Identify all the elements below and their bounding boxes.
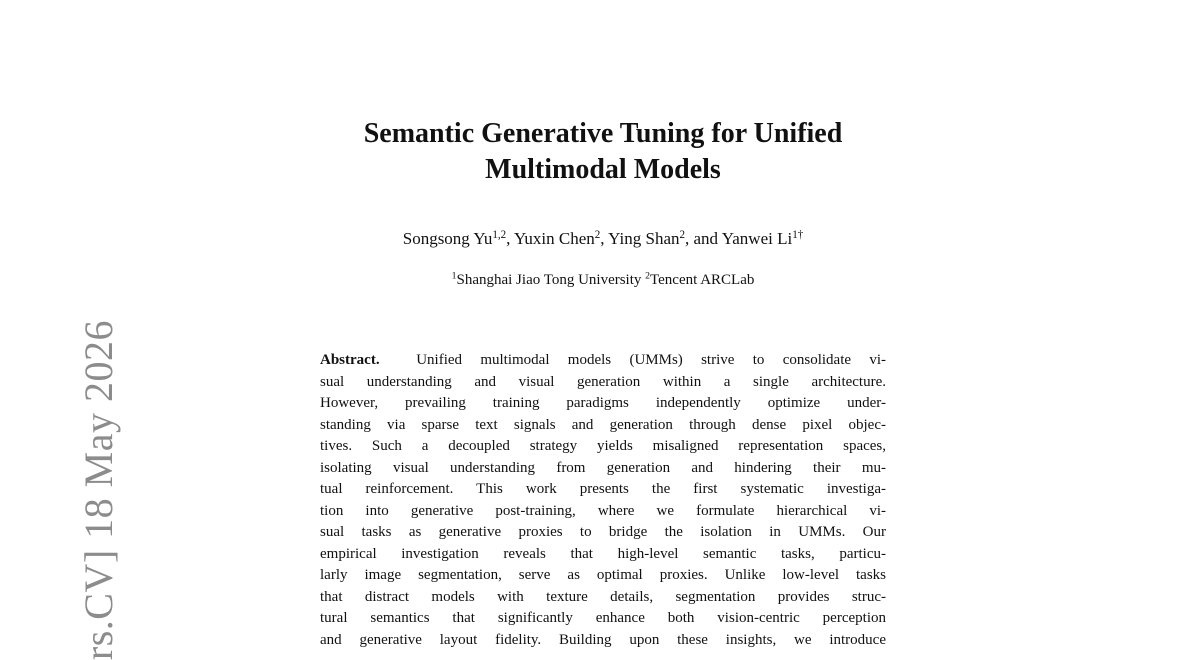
author: Ying Shan$^2$, and xyxy=(608,228,722,248)
abstract-line: sual understanding and visual generation within a single architecture. xyxy=(320,373,886,390)
affiliation-list xyxy=(300,270,906,290)
abstract-line: that distract models with texture details, segmentation provides struc- xyxy=(320,588,886,605)
arxiv-sidebar-stamp xyxy=(26,320,121,660)
title-line-2: Multimodal Models xyxy=(485,154,721,185)
abstract-line: tion into generative post-training, where we formulate hierarchical vi- xyxy=(320,502,886,519)
author: Songsong Yu$^{1,2}$, xyxy=(402,228,515,248)
paper-title xyxy=(300,116,906,188)
affiliation: $^2$Tencent ARCLab xyxy=(645,270,755,288)
author: Yanwei $Li^{1\dagger}$ xyxy=(721,228,804,248)
abstract-line: standing via sparse text signals and generation through dense pixel objec- xyxy=(320,416,886,433)
abstract-line: However, prevailing training paradigms independently optimize under- xyxy=(320,395,886,411)
author-list xyxy=(300,228,906,250)
abstract-heading: Abstract. xyxy=(320,352,380,368)
abstract-line: tual reinforcement. This work presents the first systematic investiga- xyxy=(320,481,886,497)
abstract-line: and generative layout fidelity. Building upon these insights, we introduce xyxy=(320,631,886,648)
abstract-line: Abstract. Unified multimodal models (UMMs) strive to consolidate vi- xyxy=(320,352,886,368)
abstract-line: sual tasks as generative proxies to bridge the isolation in UMMs. Our xyxy=(320,524,886,540)
affiliation: $^1$Shanghai Jiao Tong University xyxy=(451,270,642,288)
abstract-line: tural semantics that significantly enhance both vision-centric perception xyxy=(320,610,886,626)
abstract-line: tives. Such a decoupled strategy yields misaligned representation spaces, xyxy=(320,438,886,454)
abstract-line: empirical investigation reveals that high-level semantic tasks, particu- xyxy=(320,545,886,562)
author: Yuxin Chen$^2$, xyxy=(514,228,609,248)
abstract-line: larly image segmentation, serve as optimal proxies. Unlike low-level tasks xyxy=(320,567,886,583)
abstract xyxy=(320,350,886,651)
abstract-line: isolating visual understanding from generation and hindering their mu- xyxy=(320,459,886,476)
title-line-1: Semantic Generative Tuning for Unified xyxy=(363,118,843,149)
arxiv-stamp-text: rs.CV] 18 May 2026 xyxy=(76,320,121,660)
